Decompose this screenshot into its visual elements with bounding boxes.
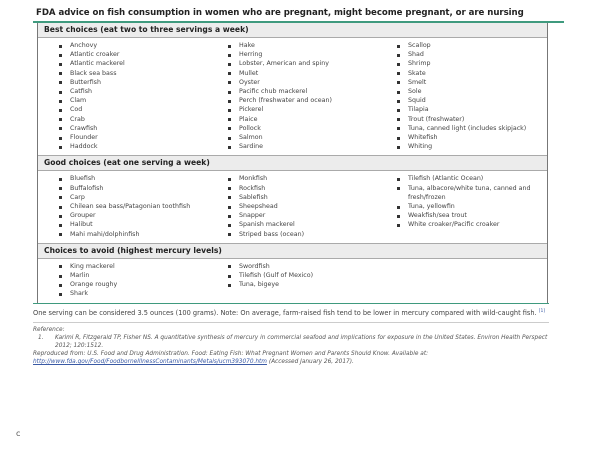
fish-list-item: Catfish — [58, 87, 227, 96]
fish-list-item: Tuna, bigeye — [227, 280, 396, 289]
fish-list-item: Mullet — [227, 69, 396, 78]
note-divider — [33, 322, 549, 323]
fish-list-item: Grouper — [58, 211, 227, 220]
fish-list-item: Marlin — [58, 271, 227, 280]
table-bottom-divider — [33, 303, 549, 304]
references — [33, 326, 553, 366]
fish-list-item: Atlantic mackerel — [58, 59, 227, 68]
fish-list-item: Tuna, yellowfin — [396, 202, 546, 211]
fish-list-item: Pickerel — [227, 105, 396, 114]
fish-list-item: Plaice — [227, 115, 396, 124]
fish-list-item: Sole — [396, 87, 546, 96]
fish-list-item: Pacific chub mackerel — [227, 87, 396, 96]
fish-list-item: Atlantic croaker — [58, 50, 227, 59]
fish-list-item: Anchovy — [58, 41, 227, 50]
section-body — [38, 38, 547, 156]
section-best-choices — [38, 23, 547, 156]
fish-list-item: Monkfish — [227, 174, 396, 183]
fish-list-item: Snapper — [227, 211, 396, 220]
fish-list-item: Carp — [58, 193, 227, 202]
section-good-choices — [38, 156, 547, 243]
fish-list-item: Shark — [58, 289, 227, 298]
fish-list-item: Bluefish — [58, 174, 227, 183]
fish-list-item: Crawfish — [58, 124, 227, 133]
fish-list-item: Shrimp — [396, 59, 546, 68]
fish-list-item: Halibut — [58, 220, 227, 229]
source-url-link[interactable]: http://www.fda.gov/Food/FoodborneIllnessContaminants/Metals/ucm393070.htm — [33, 358, 267, 365]
fish-list-column — [38, 174, 227, 238]
fish-list-item: Pollock — [227, 124, 396, 133]
reference-item — [33, 334, 553, 350]
reproduced-text: Reproduced from: U.S. Food and Drug Administration. Food: Eating Fish: What Pregnant Women and Parents Should Know. Available at: — [33, 350, 429, 357]
fish-list-item: Crab — [58, 115, 227, 124]
fish-list-item: Sardine — [227, 142, 396, 151]
fish-list-item: Rockfish — [227, 184, 396, 193]
fish-list-column — [227, 41, 396, 151]
fish-list-item: Buffalofish — [58, 184, 227, 193]
page-title: FDA advice on fish consumption in women who are pregnant, might become pregnant, or are nursing — [36, 8, 524, 18]
fish-list-item: Smelt — [396, 78, 546, 87]
accessed-date: (Accessed January 26, 2017). — [268, 358, 354, 365]
serving-note-text: One serving can be considered 3.5 ounces (100 grams). Note: On average, farm-raised fish tend to be lower in mercury compared with wild-caught fish. — [33, 308, 537, 317]
footnote-link[interactable]: [1] — [538, 308, 546, 314]
fish-list-column — [227, 262, 396, 299]
fish-list-item: Sablefish — [227, 193, 396, 202]
reproduced-from — [33, 350, 553, 366]
fish-list-item: White croaker/Pacific croaker — [396, 220, 546, 229]
fish-list-item: Clam — [58, 96, 227, 105]
fish-list-item: Striped bass (ocean) — [227, 230, 396, 239]
fish-list-item: Salmon — [227, 133, 396, 142]
fish-list-item: Flounder — [58, 133, 227, 142]
fish-list-item: Perch (freshwater and ocean) — [227, 96, 396, 105]
section-body — [38, 171, 547, 243]
fish-list-item: Tilapia — [396, 105, 546, 114]
fish-list-item: Herring — [227, 50, 396, 59]
fish-list-column — [227, 174, 396, 238]
serving-note — [33, 307, 549, 318]
fish-list-item: Trout (freshwater) — [396, 115, 546, 124]
fish-list-item: Swordfish — [227, 262, 396, 271]
fish-list-item: Chilean sea bass/Patagonian toothfish — [58, 202, 227, 211]
fish-list-item: Tilefish (Gulf of Mexico) — [227, 271, 396, 280]
section-choices-to-avoid — [38, 244, 547, 303]
fish-list-item: Shad — [396, 50, 546, 59]
section-heading: Best choices (eat two to three servings a week) — [38, 23, 547, 38]
fish-advice-table — [37, 23, 548, 303]
fish-list-item: Squid — [396, 96, 546, 105]
reference-number: 1. — [38, 334, 44, 341]
fish-list-item: Hake — [227, 41, 396, 50]
section-heading: Good choices (eat one serving a week) — [38, 156, 547, 171]
fish-list-item: Tuna, albacore/white tuna, canned and fresh/frozen — [396, 184, 546, 202]
stray-character: c — [16, 429, 21, 438]
fish-list-item: Tuna, canned light (includes skipjack) — [396, 124, 546, 133]
fish-list-item: Spanish mackerel — [227, 220, 396, 229]
fish-list-item: Lobster, American and spiny — [227, 59, 396, 68]
reference-text: Karimi R, Fitzgerald TP, Fisher NS. A quantitative synthesis of mercury in commercial seafood and implications for exposure in the United States. Environ Health Perspect 2012; 120:1512. — [55, 334, 548, 349]
fish-list-item: Whiting — [396, 142, 546, 151]
fish-list-item: Mahi mahi/dolphinfish — [58, 230, 227, 239]
fish-list-item: Cod — [58, 105, 227, 114]
fish-list-item: Haddock — [58, 142, 227, 151]
fish-list-column — [38, 262, 227, 299]
fish-list-item: Butterfish — [58, 78, 227, 87]
fish-list-item: Weakfish/sea trout — [396, 211, 546, 220]
fda-fish-advice-figure — [33, 8, 563, 366]
fish-list-item: Scallop — [396, 41, 546, 50]
fish-list-column — [396, 174, 546, 238]
references-label: Reference: — [33, 326, 65, 333]
fish-list-item: Whitefish — [396, 133, 546, 142]
fish-list-item: King mackerel — [58, 262, 227, 271]
fish-list-column — [396, 262, 546, 299]
fish-list-item: Black sea bass — [58, 69, 227, 78]
fish-list-item: Sheepshead — [227, 202, 396, 211]
fish-list-column — [38, 41, 227, 151]
fish-list-column — [396, 41, 546, 151]
fish-list-item: Orange roughy — [58, 280, 227, 289]
fish-list-item: Oyster — [227, 78, 396, 87]
fish-list-item: Tilefish (Atlantic Ocean) — [396, 174, 546, 183]
section-body — [38, 259, 547, 303]
fish-list-item: Skate — [396, 69, 546, 78]
section-heading: Choices to avoid (highest mercury levels) — [38, 244, 547, 259]
